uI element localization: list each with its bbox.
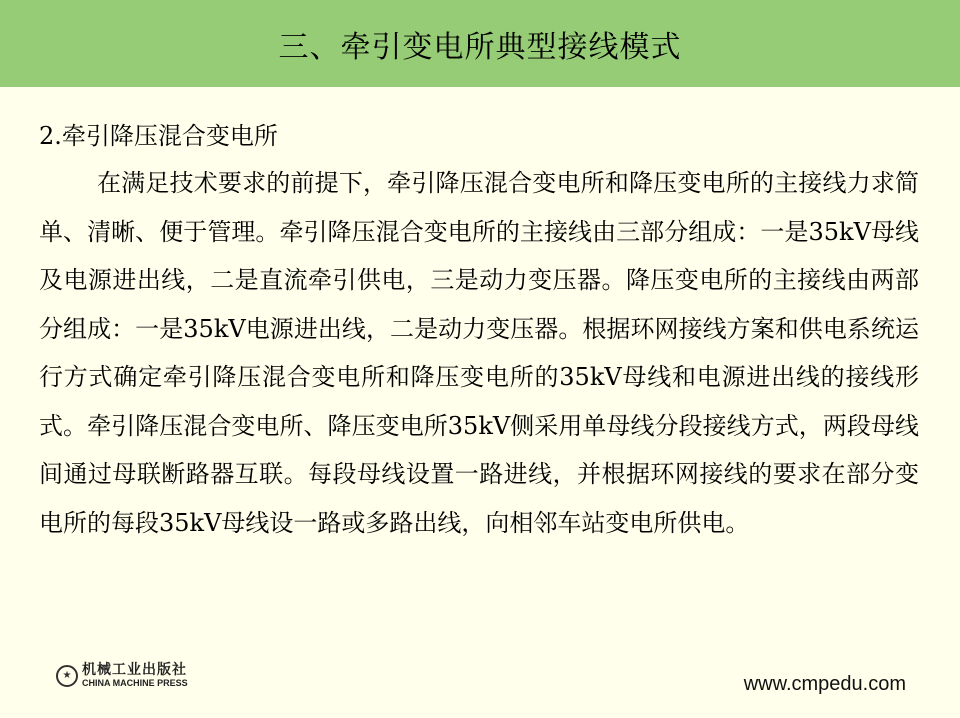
title-bar	[0, 0, 960, 87]
slide-content	[39, 113, 919, 547]
publisher-logo	[56, 662, 188, 689]
slide-title: 三、牵引变电所典型接线模式	[278, 29, 682, 65]
publisher-emblem-icon: ★	[56, 665, 78, 687]
body-paragraph: 在满足技术要求的前提下，牵引降压混合变电所和降压变电所的主接线力求简单、清晰、便于管理。牵引降压混合变电所的主接线由三部分组成：一是35kV母线及电源进出线，二是直流牵引供电，三是动力变压器。降压变电所的主接线由两部分组成：一是35kV电源进出线，二是动力变压器。根据环网接线方案和供电系统运行方式确定牵引降压混合变电所和降压变电所的35kV母线和电源进出线的接线形式。牵引降压混合变电所、降压变电所35kV侧采用单母线分段接线方式，两段母线间通过母联断路器互联。每段母线设置一路进线，并根据环网接线的要求在部分变电所的每段35kV母线设一路或多路出线，向相邻车站变电所供电。	[39, 169, 919, 537]
website-url: www.cmpedu.com	[743, 673, 906, 695]
publisher-name-cn: 机械工业出版社	[82, 662, 187, 678]
publisher-name-en: CHINA MACHINE PRESS	[82, 678, 188, 688]
publisher-name	[82, 662, 188, 689]
section-heading: 2.牵引降压混合变电所	[39, 122, 278, 150]
